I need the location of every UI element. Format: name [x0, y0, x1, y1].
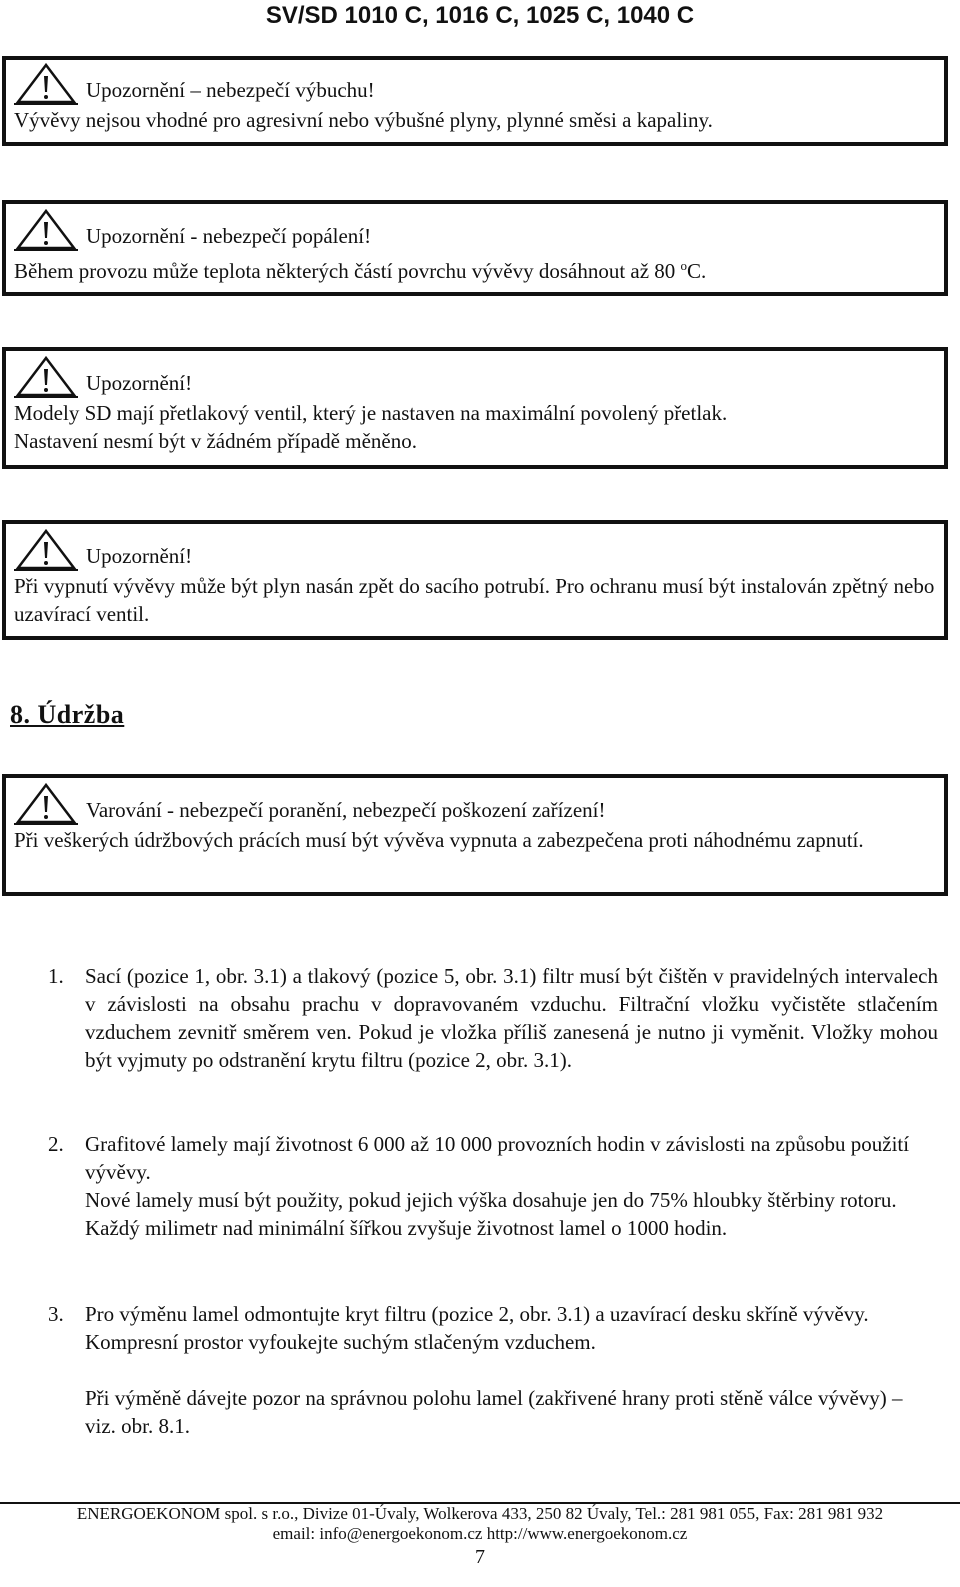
warning-text: Během provozu může teplota některých částí povrchu vývěvy dosáhnout až 80 $^o$C.	[14, 258, 707, 283]
list-number: 2.	[48, 1132, 64, 1156]
footer-company: ENERGOEKONOM spol. s r.o., Divize 01-Úvaly, Wolkerova 433, 250 82 Úvaly, Tel.: 281 981 055, Fax: 281 981 932	[76, 1504, 884, 1523]
warning-text: Při vypnutí vývěvy může být plyn nasán zpět do sacího potrubí. Pro ochranu musí být instalován zpětný nebo uzavírací ventil.	[14, 574, 935, 626]
warning-triangle-icon	[14, 208, 78, 252]
warning-box-overpressure	[2, 347, 948, 469]
warning-title: Upozornění - nebezpečí popálení!	[86, 224, 372, 248]
document-title: SV/SD 1010 C, 1016 C, 1025 C, 1040 C	[265, 2, 695, 29]
footer-contact: email: info@energoekonom.cz http://www.energoekonom.cz	[272, 1524, 688, 1543]
list-item-text: Grafitové lamely mají životnost 6 000 až 10 000 provozních hodin v závislosti na způsobu použití vývěvy. Nové lamely musí být použity, pokud jejich výška dosahuje jen do 75% hloubky štěrbiny rotoru. Každý milimetr nad minimální šířkou zvyšuje životnost lamel o 1000 hodin.	[85, 1132, 910, 1240]
warning-text: Vývěvy nejsou vhodné pro agresivní nebo výbušné plyny, plynné směsi a kapaliny.	[14, 108, 713, 132]
warning-text: Při veškerých údržbových prácích musí být vývěva vypnuta a zabezpečena proti náhodnému zapnutí.	[14, 828, 864, 852]
warning-triangle-icon	[14, 528, 78, 572]
warning-box-burn	[2, 200, 948, 296]
warning-title: Upozornění!	[86, 544, 193, 568]
list-number: 3.	[48, 1302, 64, 1326]
list-number: 1.	[48, 964, 64, 988]
list-item	[48, 1130, 938, 1242]
warning-box-backflow	[2, 520, 948, 640]
warning-triangle-icon	[14, 782, 78, 826]
maintenance-list	[48, 962, 938, 1074]
warning-title: Varování - nebezpečí poranění, nebezpečí poškození zařízení!	[86, 798, 606, 822]
warning-box-maintenance	[2, 774, 948, 896]
warning-title: Upozornění!	[86, 371, 193, 395]
warning-text-line-2: Nastavení nesmí být v žádném případě měněno.	[14, 429, 417, 453]
maintenance-list	[48, 1300, 938, 1440]
warning-box-explosion	[2, 56, 948, 146]
warning-triangle-icon	[14, 62, 78, 106]
warning-text-line-1: Modely SD mají přetlakový ventil, který je nastaven na maximální povolený přetlak.	[14, 401, 728, 425]
list-item	[48, 1300, 938, 1440]
warning-title: Upozornění – nebezpečí výbuchu!	[86, 78, 375, 102]
page-number: 7	[475, 1546, 485, 1568]
list-item-text: Sací (pozice 1, obr. 3.1) a tlakový (pozice 5, obr. 3.1) filtr musí být čištěn v pravidelných intervalech v závislosti na obsahu prachu v dopravovaném vzduchu. Filtrační vložku vyčistěte stlačením vzduchem zevnitř směrem ven. Pokud je vložka příliš zanesená je nutno ji vyměnit. Vložky mohou být vyjmuty po odstranění krytu filtru (pozice 2, obr. 3.1).	[85, 964, 938, 1072]
maintenance-list	[48, 1130, 938, 1242]
warning-triangle-icon	[14, 355, 78, 399]
section-heading: 8. Údržba	[10, 700, 125, 729]
list-item	[48, 962, 938, 1074]
page-footer	[0, 1502, 960, 1544]
list-item-text: Pro výměnu lamel odmontujte kryt filtru (pozice 2, obr. 3.1) a uzavírací desku skříně vývěvy. Kompresní prostor vyfoukejte suchým stlačeným vzduchem. Při výměně dávejte pozor na správnou polohu lamel (zakřivené hrany proti stěně válce vývěvy) – viz. obr. 8.1.	[85, 1302, 903, 1438]
